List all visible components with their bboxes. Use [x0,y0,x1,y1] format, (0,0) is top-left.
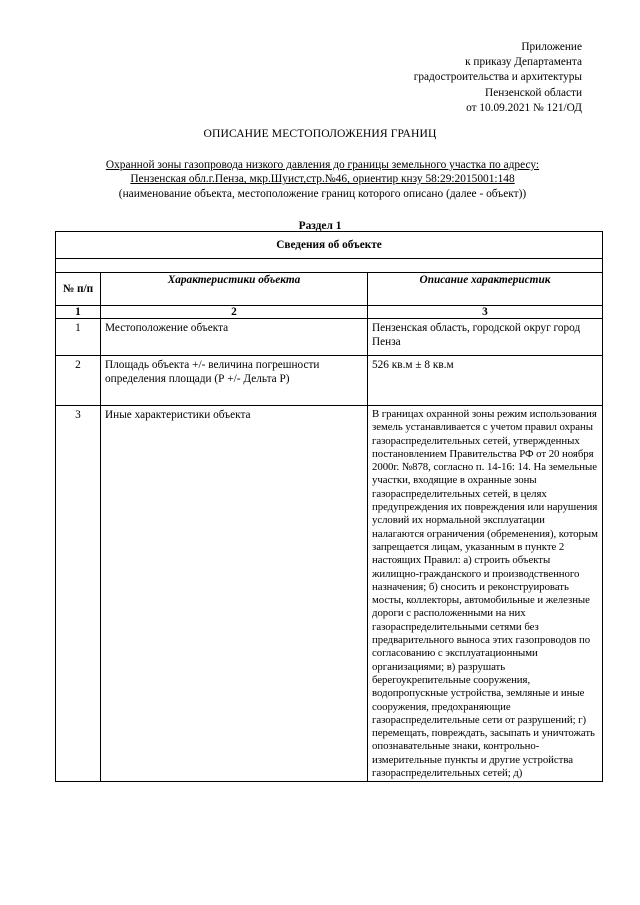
row-description: 526 кв.м ± 8 кв.м [368,356,603,406]
table-row [56,319,603,356]
object-info-table [55,231,603,782]
header-line: Приложение [521,41,582,53]
object-address-line: Пензенская обл.г.Пенза, мкр.Шуист,стр.№46, ориентир кнзу 58:29:2015001:148 [130,173,515,186]
header-line: к приказу Департамента [465,56,582,69]
row-description: Пензенская область, городской округ город Пенза [368,319,603,356]
table-row [56,356,603,406]
row-characteristic: Площадь объекта +/- величина погрешности определения площади (Р +/- Дельта Р) [101,356,368,406]
row-number: 1 [56,319,101,356]
object-name-line: Охранной зоны газопровода низкого давления до границы земельного участка по адресу: [105,159,540,171]
table-header-row [56,273,603,306]
column-number-row [56,306,603,319]
header-line: от 10.09.2021 № 121/ОД [466,101,582,114]
document-title: ОПИСАНИЕ МЕСТОПОЛОЖЕНИЯ ГРАНИЦ [203,127,437,140]
table-spacer-cell [56,259,603,273]
column-header-description: Описание характеристик [368,273,603,306]
row-characteristic: Местоположение объекта [101,319,368,356]
header-line: градостроительства и архитектуры [413,71,582,84]
column-number: 1 [56,306,101,319]
table-spacer-row [56,259,603,273]
column-number: 3 [368,306,603,319]
column-number: 2 [101,306,368,319]
row-characteristic: Иные характеристики объекта [101,406,368,782]
table-heading: Сведения об объекте [56,232,603,259]
table-row [56,406,603,782]
row-number: 3 [56,406,101,782]
row-description: В границах охранной зоны режим использования земель устанавливается с учетом правил охраны газораспределительных сетей, утвержденных постановлением Правительства РФ от 20 ноября 2000г. №878, согласно п. 14-16: 14. На земельные участки, входящие в охранные зоны газораспределительных сетей, в целях предупреждения их повреждения или нарушения условий их нормальной эксплуатации налагаются ограничения (обременения), которым запрещается лицам, указанным в пункте 2 настоящих Правил: а) строить объекты жилищно-гражданского и производственного назначения; б) сносить и реконструировать мосты, коллекторы, автомобильные и железные дороги с расположенными на них газораспределительными сетями без предварительного выноса этих газопроводов по согласованию с эксплуатационными организациями; в) разрушать берегоукрепительные сооружения, водопропускные устройства, земляные и иные сооружения, предохраняющие газораспределительные сети от разрушений; г) перемещать, повреждать, засыпать и уничтожать опознавательные знаки, контрольно-измерительные пункты и другие устройства газораспределительных сетей; д) [368,406,603,782]
table-heading-row [56,232,603,259]
object-caption: (наименование объекта, местоположение границ которого описано (далее - объект)) [118,187,527,200]
object-name-block [40,158,605,201]
column-header-num: № п/п [56,273,101,306]
header-line: Пензенской области [485,86,582,99]
approval-header [414,40,582,116]
section-label: Раздел 1 [298,220,342,232]
row-number: 2 [56,356,101,406]
column-header-characteristic: Характеристики объекта [101,273,368,306]
